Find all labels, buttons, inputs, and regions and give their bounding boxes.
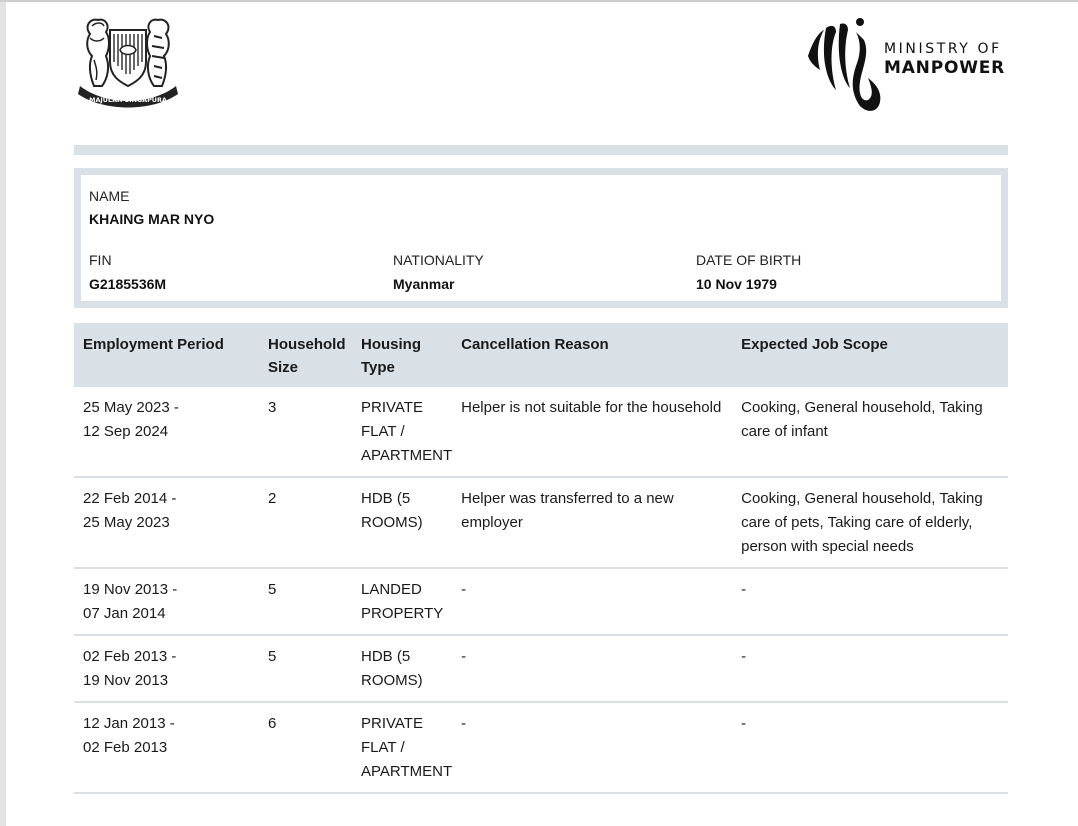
name-label: NAME xyxy=(89,188,130,204)
household-size-cell: 5 xyxy=(259,568,352,635)
housing-type-cell: PRIVATE FLAT / APARTMENT xyxy=(352,702,452,793)
ministry-line1: MINISTRY OF xyxy=(884,41,1002,57)
profile-card-inner xyxy=(81,175,1001,301)
household-size-cell: 3 xyxy=(259,387,352,477)
mom-emblem-icon xyxy=(806,16,886,116)
employment-period-cell xyxy=(74,635,259,702)
job-scope-cell: Cooking, General household, Taking care of infant xyxy=(732,387,1008,477)
period-end: 19 Nov 2013 xyxy=(83,672,169,689)
name-value: KHAING MAR NYO xyxy=(89,211,215,227)
period-start: 25 May 2023 - xyxy=(83,399,179,416)
employment-period-cell xyxy=(74,568,259,635)
header-housing-type: Housing Type xyxy=(352,323,452,387)
cancellation-reason-cell: - xyxy=(452,702,732,793)
period-end: 07 Jan 2014 xyxy=(83,605,166,622)
header-household-size: Household Size xyxy=(259,323,352,387)
period-end: 25 May 2023 xyxy=(83,514,170,531)
fin-value: G2185536M xyxy=(89,276,167,292)
dob-label: DATE OF BIRTH xyxy=(696,252,802,268)
housing-type-cell: LANDED PROPERTY xyxy=(352,568,452,635)
period-start: 12 Jan 2013 - xyxy=(83,715,175,732)
employment-period-cell xyxy=(74,477,259,568)
household-size-cell: 2 xyxy=(259,477,352,568)
nationality-label: NATIONALITY xyxy=(393,252,484,268)
period-end: 12 Sep 2024 xyxy=(83,423,169,440)
cancellation-reason-cell: Helper is not suitable for the household xyxy=(452,387,732,477)
dob-value: 10 Nov 1979 xyxy=(696,276,777,292)
job-scope-cell: - xyxy=(732,568,1008,635)
period-start: 22 Feb 2014 - xyxy=(83,490,177,507)
table-row xyxy=(74,702,1008,793)
job-scope-cell: Cooking, General household, Taking care of pets, Taking care of elderly, person with special needs xyxy=(732,477,1008,568)
period-start: 02 Feb 2013 - xyxy=(83,648,177,665)
job-scope-cell: - xyxy=(732,635,1008,702)
housing-type-cell: HDB (5 ROOMS) xyxy=(352,635,452,702)
table-row xyxy=(74,477,1008,568)
employment-period-cell xyxy=(74,702,259,793)
table-row xyxy=(74,568,1008,635)
housing-type-cell: HDB (5 ROOMS) xyxy=(352,477,452,568)
table-row xyxy=(74,635,1008,702)
nationality-value: Myanmar xyxy=(393,276,455,292)
crest-motto: MAJULAH SINGAPURA xyxy=(89,96,167,104)
left-edge xyxy=(0,0,6,826)
household-size-cell: 5 xyxy=(259,635,352,702)
mom-wordmark xyxy=(884,40,1005,78)
cancellation-reason-cell: - xyxy=(452,635,732,702)
period-start: 19 Nov 2013 - xyxy=(83,581,178,598)
housing-type-cell: PRIVATE FLAT / APARTMENT xyxy=(352,387,452,477)
job-scope-cell: - xyxy=(732,702,1008,793)
employment-history-table xyxy=(74,323,1008,794)
cancellation-reason-cell: - xyxy=(452,568,732,635)
profile-card xyxy=(74,168,1008,308)
employment-period-cell xyxy=(74,387,259,477)
ministry-line2: MANPOWER xyxy=(884,58,1006,78)
header-divider xyxy=(74,145,1008,155)
cancellation-reason-cell: Helper was transferred to a new employer xyxy=(452,477,732,568)
top-edge xyxy=(0,0,1078,2)
period-end: 02 Feb 2013 xyxy=(83,739,168,756)
table-header-row xyxy=(74,323,1008,387)
household-size-cell: 6 xyxy=(259,702,352,793)
mom-logo xyxy=(806,16,1012,116)
table-row xyxy=(74,387,1008,477)
header-employment-period: Employment Period xyxy=(74,323,259,387)
header-expected-job-scope: Expected Job Scope xyxy=(732,323,1008,387)
fin-label: FIN xyxy=(89,252,112,268)
coat-of-arms-logo xyxy=(76,16,180,110)
header-cancellation-reason: Cancellation Reason xyxy=(452,323,732,387)
